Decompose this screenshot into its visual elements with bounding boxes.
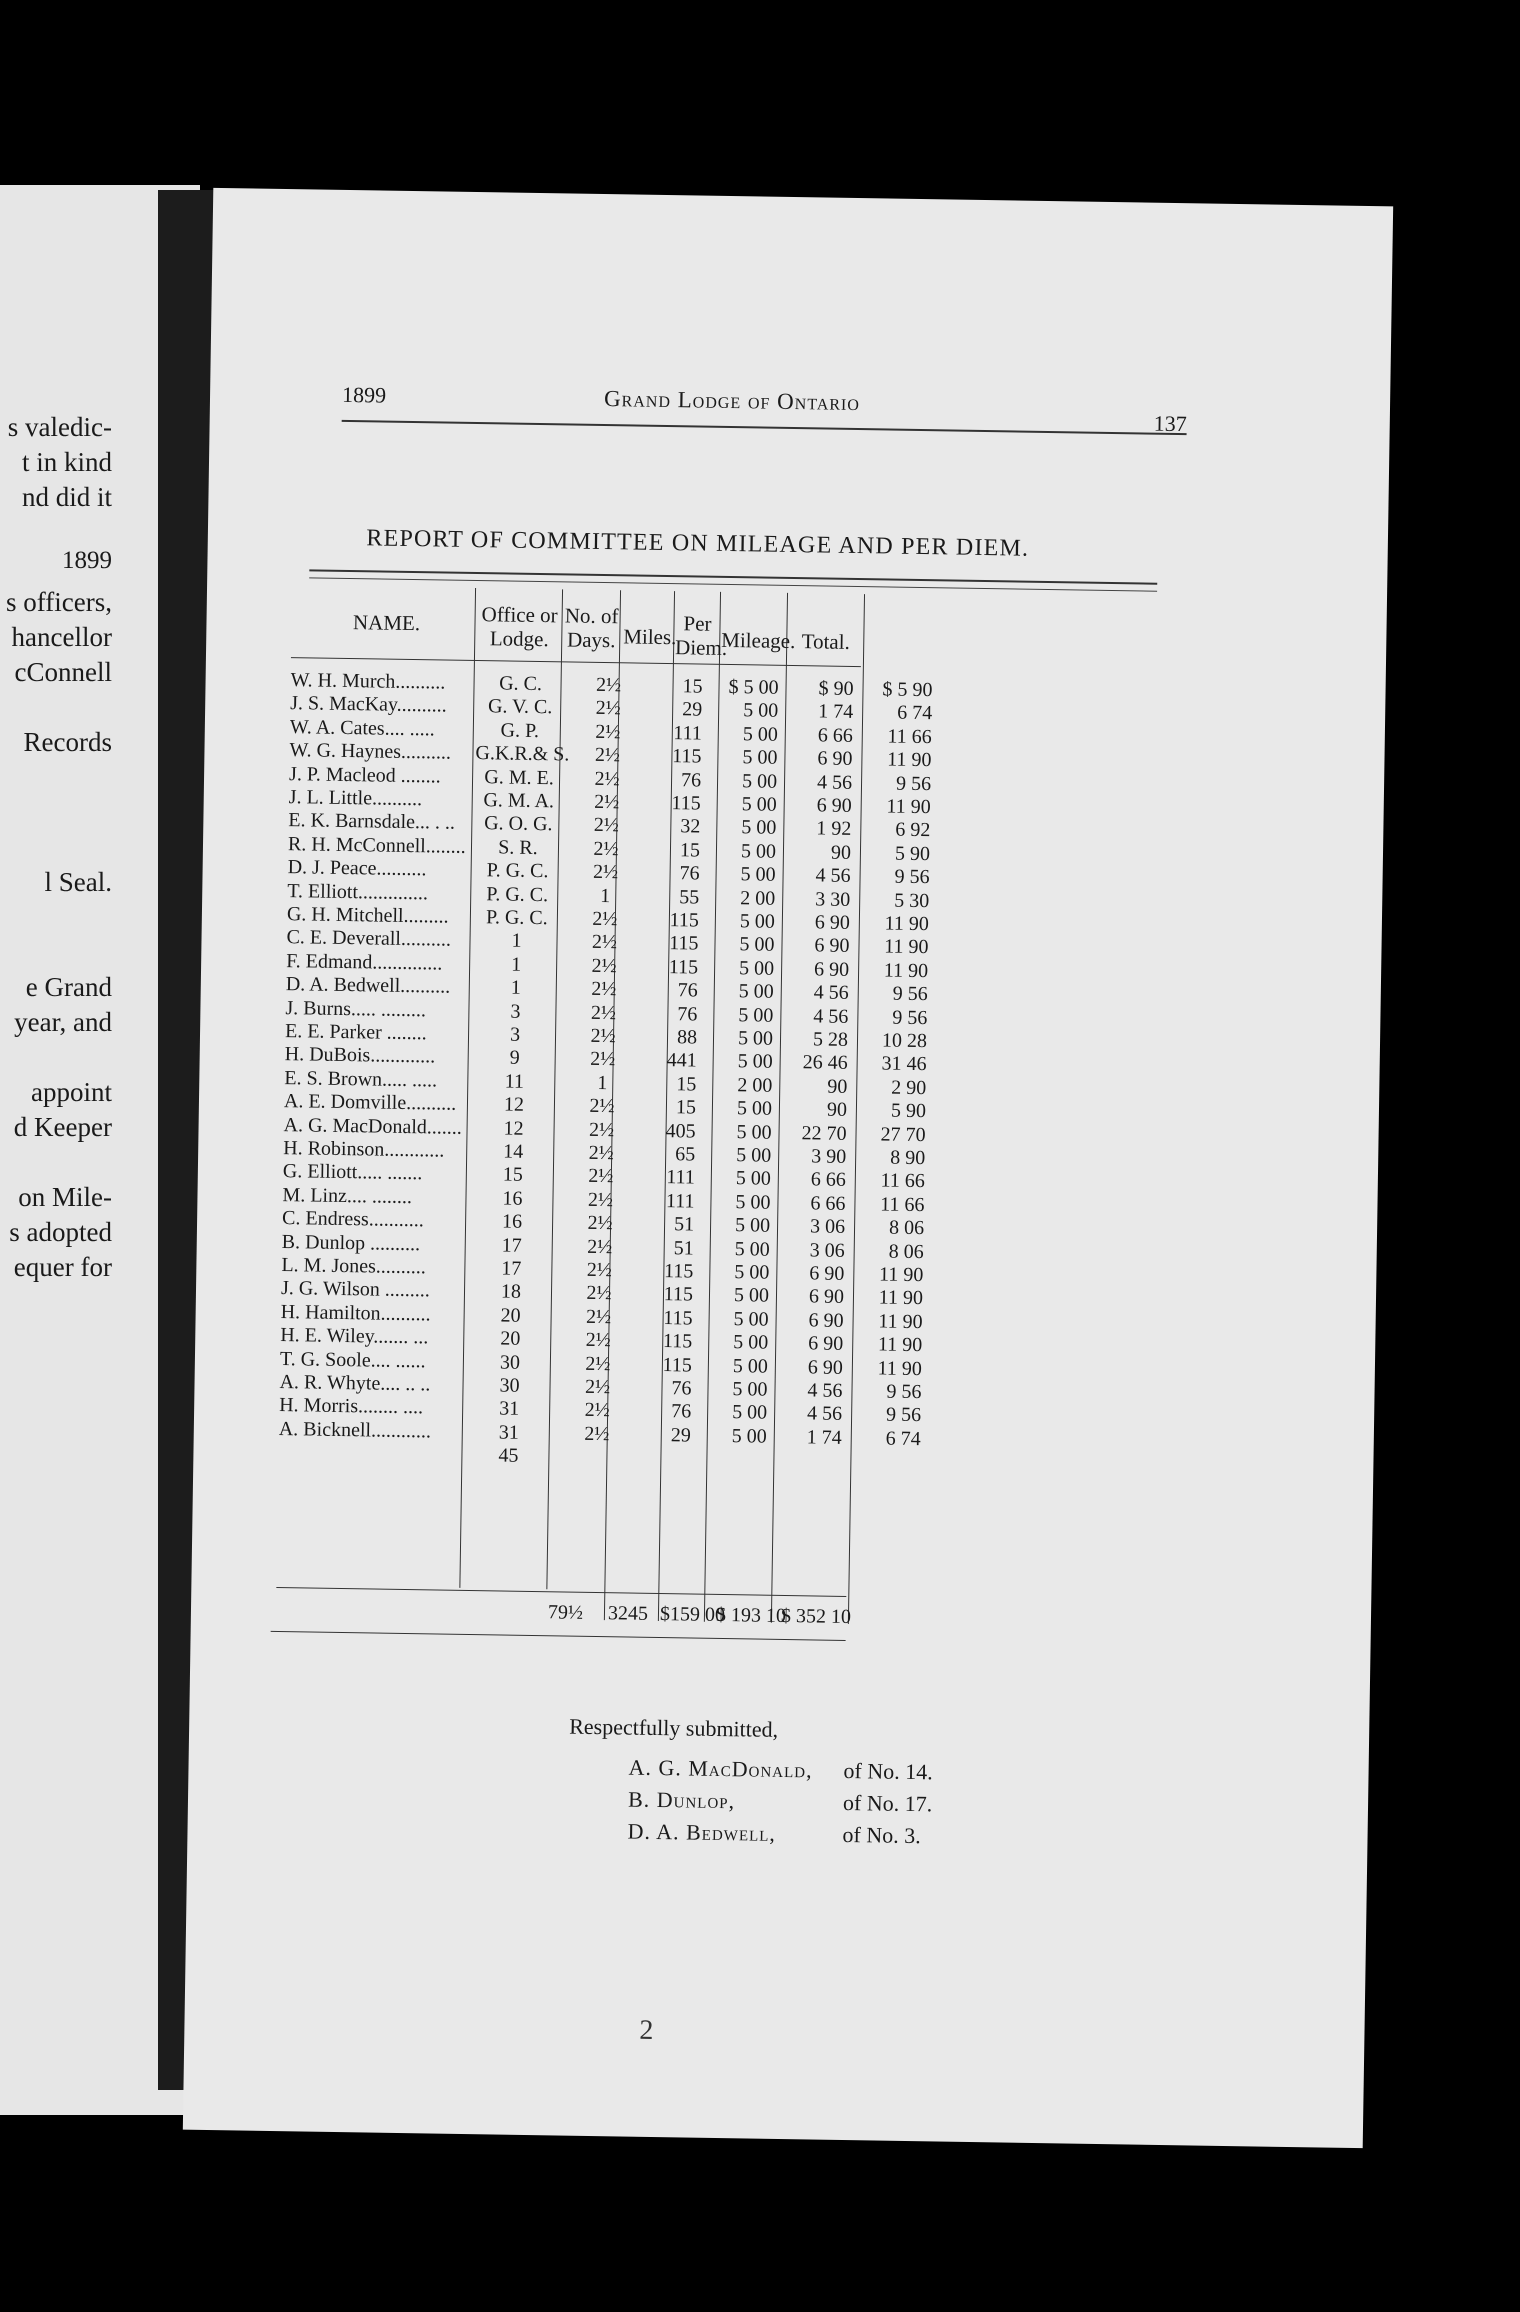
previous-page-line: hancellor	[11, 622, 112, 652]
row-miles: 29	[682, 698, 703, 721]
row-office: 31	[499, 1397, 520, 1421]
col-header-per-diem: Per Diem.	[674, 611, 728, 660]
signature-lodge: of No. 3.	[842, 1821, 921, 1849]
row-days: 2½	[590, 1048, 616, 1071]
row-miles: 15	[679, 839, 701, 862]
row-name: A. R. Whyte.... .. ..	[279, 1371, 431, 1396]
title-rule	[309, 569, 1157, 584]
row-per-diem: 5 00	[738, 957, 775, 980]
previous-page-line: s officers,	[6, 587, 112, 617]
row-per-diem: 2 00	[737, 1073, 773, 1097]
row-per-diem: 5 00	[743, 699, 779, 723]
row-name: A. G. MacDonald.......	[283, 1113, 463, 1139]
row-miles: 65	[675, 1143, 696, 1166]
row-name: J. G. Wilson .........	[280, 1277, 431, 1302]
row-name: H. Hamilton..........	[280, 1300, 431, 1326]
row-name: B. Dunlop ..........	[281, 1230, 421, 1255]
row-per-diem: $ 5 00	[728, 676, 779, 699]
row-days: 2½	[594, 767, 620, 790]
row-days: 2½	[585, 1352, 611, 1375]
row-name: T. Elliott..............	[287, 879, 429, 904]
row-name: W. H. Murch..........	[290, 669, 446, 694]
row-days: 2½	[588, 1118, 615, 1141]
row-days: 2½	[590, 1024, 616, 1048]
row-name: M. Linz.... ........	[282, 1183, 413, 1208]
row-days: 1	[597, 1071, 608, 1094]
row-miles: 115	[668, 955, 699, 979]
row-total: 11 90	[877, 1333, 923, 1357]
row-miles: 111	[673, 721, 702, 745]
row-total: 11 90	[877, 1357, 923, 1380]
row-per-diem: 5 00	[731, 1401, 768, 1425]
row-total: 10 28	[881, 1029, 928, 1053]
row-office: P. G. C.	[485, 906, 548, 930]
row-mileage: 90	[826, 1098, 848, 1122]
row-office: 3	[510, 1000, 521, 1023]
row-per-diem: 5 00	[733, 1331, 769, 1354]
row-mileage: 1 92	[816, 817, 852, 841]
row-total: 8 06	[888, 1240, 924, 1263]
row-total: 6 74	[896, 702, 933, 725]
row-miles: 115	[672, 745, 702, 768]
signature-lodge: of No. 17.	[842, 1789, 933, 1817]
row-days: 2½	[593, 837, 619, 861]
row-days: 2½	[594, 790, 620, 814]
row-mileage: 5 28	[812, 1028, 849, 1051]
row-per-diem: 5 00	[733, 1307, 769, 1331]
row-mileage: 3 30	[815, 887, 851, 911]
row-miles: 51	[673, 1213, 695, 1236]
row-office: G. P.	[500, 719, 540, 742]
row-mileage: 4 56	[806, 1402, 843, 1426]
row-office: G. V. C.	[487, 695, 553, 719]
row-days: 2½	[589, 1095, 615, 1118]
row-total: 5 90	[890, 1099, 927, 1123]
row-name: H. DuBois.............	[284, 1043, 436, 1068]
row-office: 30	[499, 1374, 520, 1397]
row-miles: 115	[662, 1353, 693, 1377]
row-days: 2½	[594, 744, 621, 767]
row-total: 11 66	[887, 725, 932, 749]
row-total: 11 66	[880, 1169, 925, 1193]
bottom-rule	[271, 1631, 846, 1641]
row-office: 1	[510, 953, 522, 976]
row-mileage: $ 90	[818, 677, 854, 700]
row-per-diem: 5 00	[734, 1261, 770, 1284]
row-miles: 76	[671, 1377, 692, 1400]
row-name: E. K. Barnsdale... . ..	[288, 809, 456, 835]
row-total: 2 90	[891, 1076, 927, 1099]
row-miles: 88	[676, 1026, 698, 1049]
row-office: 16	[501, 1210, 523, 1234]
row-days: 2½	[587, 1212, 613, 1235]
header-year: 1899	[341, 381, 387, 408]
row-office: 17	[501, 1234, 522, 1257]
row-name: T. G. Soole.... ......	[279, 1347, 426, 1372]
previous-page-line: s adopted	[9, 1217, 112, 1247]
row-name: D. J. Peace..........	[287, 856, 427, 881]
row-miles: 115	[669, 932, 699, 955]
row-miles: 76	[670, 1400, 692, 1423]
row-miles: 115	[662, 1330, 693, 1353]
signature-name: D. A. Bedwell,	[627, 1818, 777, 1846]
row-miles: 405	[665, 1119, 696, 1143]
row-miles: 76	[680, 768, 702, 792]
row-mileage: 90	[830, 841, 852, 864]
mileage-table	[276, 585, 1152, 1629]
row-days: 2½	[591, 978, 617, 1001]
row-total: 11 66	[880, 1193, 925, 1216]
row-office: G. C.	[498, 672, 543, 696]
row-name: J. L. Little..........	[288, 786, 423, 811]
row-miles: 76	[677, 979, 698, 1002]
row-mileage: 6 90	[809, 1262, 845, 1285]
col-header-mileage: Mileage.	[721, 627, 796, 654]
row-per-diem: 5 00	[739, 933, 775, 957]
previous-page-line: equer for	[13, 1252, 112, 1282]
row-mileage: 6 90	[808, 1285, 845, 1309]
row-mileage: 6 90	[817, 747, 853, 771]
row-mileage: 6 90	[816, 794, 852, 817]
row-total: 6 92	[895, 819, 931, 842]
signature-3	[627, 1818, 921, 1849]
row-per-diem: 5 00	[736, 1097, 773, 1120]
row-days: 2½	[584, 1422, 610, 1446]
row-office: G. O. G.	[484, 812, 553, 836]
row-office: 31	[498, 1421, 519, 1444]
signature-1	[628, 1754, 933, 1785]
row-total: 5 30	[894, 889, 930, 912]
row-name: W. G. Haynes..........	[289, 739, 452, 764]
row-per-diem: 5 00	[733, 1284, 770, 1308]
row-mileage: 26 46	[802, 1051, 848, 1075]
row-office: 45	[498, 1444, 519, 1467]
total-days: 79½	[547, 1601, 584, 1624]
previous-page-line: on Mile-	[18, 1182, 112, 1212]
report-title: REPORT OF COMMITTEE ON MILEAGE AND PER DIEM.	[366, 525, 1030, 562]
row-miles: 15	[675, 1096, 697, 1119]
row-name: W. A. Cates.... .....	[289, 715, 435, 741]
row-office: P. G. C.	[486, 859, 549, 883]
previous-page-year: 1899	[62, 547, 112, 574]
previous-page-line: s valedic-	[7, 412, 112, 442]
row-per-diem: 5 00	[736, 1120, 772, 1144]
signature-name: B. Dunlop,	[627, 1786, 736, 1814]
row-office: S. R.	[498, 836, 538, 859]
row-per-diem: 5 00	[735, 1167, 771, 1191]
row-name: D. A. Bedwell..........	[285, 973, 451, 998]
row-mileage	[774, 1449, 842, 1450]
col-header-total: Total.	[801, 629, 851, 654]
row-days: 2½	[591, 954, 617, 978]
row-days: 2½	[585, 1329, 611, 1352]
row-name: A. E. Domville..........	[283, 1090, 457, 1115]
row-mileage: 6 90	[808, 1332, 844, 1356]
row-name: G. H. Mitchell.........	[286, 903, 449, 928]
row-miles: 15	[676, 1073, 697, 1096]
row-total: 9 56	[892, 1006, 928, 1029]
row-office: 17	[501, 1257, 522, 1280]
row-name: E. E. Parker ........	[284, 1020, 427, 1045]
row-mileage: 1 74	[806, 1426, 842, 1449]
row-name: H. E. Wiley....... ...	[280, 1324, 429, 1349]
row-mileage: 4 56	[815, 864, 851, 888]
row-name: R. H. McConnell........	[287, 832, 466, 858]
row-per-diem: 5 00	[731, 1424, 767, 1448]
row-mileage: 6 90	[808, 1309, 844, 1332]
row-total: 11 90	[886, 795, 931, 819]
row-mileage: 4 56	[816, 771, 853, 794]
row-office: 3	[509, 1023, 521, 1046]
row-per-diem: 5 00	[741, 793, 777, 816]
page-137	[183, 188, 1393, 2148]
row-total: 11 90	[886, 748, 932, 772]
row-name: H. Robinson............	[283, 1137, 445, 1162]
row-per-diem: 5 00	[738, 1003, 774, 1027]
row-miles: 115	[671, 792, 701, 815]
row-office: 12	[503, 1117, 524, 1140]
row-miles: 115	[663, 1283, 694, 1306]
row-mileage: 4 56	[813, 981, 849, 1005]
row-days	[567, 1446, 627, 1447]
row-per-diem: 5 00	[738, 980, 774, 1003]
previous-page-line: year, and	[14, 1007, 112, 1037]
row-total: 11 90	[878, 1286, 924, 1310]
row-total: 9 56	[885, 1403, 922, 1427]
row-miles: 111	[665, 1189, 695, 1213]
row-days: 2½	[595, 720, 621, 744]
row-office: 1	[510, 976, 521, 999]
row-miles: 115	[663, 1306, 693, 1330]
row-per-diem: 5 00	[739, 910, 776, 933]
previous-page-line: e Grand	[25, 972, 112, 1002]
row-days: 1	[600, 884, 611, 907]
row-office: 14	[503, 1140, 524, 1163]
row-office: 15	[502, 1163, 524, 1187]
row-days: 2½	[587, 1188, 614, 1212]
row-name: G. Elliott..... .......	[282, 1160, 423, 1185]
row-name: A. Bicknell............	[278, 1417, 432, 1443]
row-mileage: 3 06	[809, 1215, 846, 1239]
row-total: 6 74	[885, 1427, 921, 1450]
row-mileage: 6 66	[810, 1192, 846, 1215]
row-total: 11 90	[884, 935, 929, 959]
row-total: 8 90	[890, 1146, 926, 1170]
row-per-diem: 5 00	[740, 863, 776, 886]
row-per-diem: 5 00	[734, 1237, 770, 1261]
row-mileage: 3 06	[809, 1238, 845, 1262]
row-per-diem: 5 00	[734, 1214, 771, 1237]
row-office: 20	[500, 1304, 521, 1327]
row-mileage: 6 66	[817, 724, 853, 747]
row-days: 2½	[593, 814, 620, 837]
row-mileage: 4 56	[807, 1379, 843, 1402]
row-name: F. Edmand..............	[286, 949, 443, 975]
row-mileage: 6 90	[807, 1355, 844, 1379]
row-office: 9	[509, 1047, 520, 1070]
grand-total: $ 352 10	[780, 1604, 852, 1629]
running-head	[342, 380, 1188, 435]
totals-rule	[276, 1587, 846, 1597]
row-miles: 51	[673, 1236, 694, 1260]
col-header-name: NAME.	[352, 610, 421, 636]
row-miles: 55	[679, 885, 700, 909]
row-mileage: 6 90	[814, 934, 850, 958]
row-mileage: 3 90	[811, 1145, 847, 1168]
row-office: 11	[504, 1070, 525, 1093]
row-miles: 115	[669, 909, 700, 932]
row-days: 2½	[588, 1165, 614, 1188]
row-miles: 32	[680, 815, 701, 838]
col-header-days: No. of Days.	[564, 603, 619, 653]
row-per-diem: 5 00	[741, 816, 777, 840]
row-mileage: 6 90	[814, 911, 851, 934]
row-days: 2½	[584, 1399, 610, 1422]
col-header-office: Office or Lodge.	[481, 602, 558, 652]
row-name: J. Burns..... .........	[285, 996, 427, 1021]
previous-page-line: d Keeper	[13, 1112, 112, 1142]
row-mileage: 6 90	[813, 958, 850, 981]
row-office: P. G. C.	[486, 882, 549, 906]
previous-page-line: Records	[23, 727, 112, 757]
row-office: 20	[500, 1327, 521, 1351]
page-number: 137	[1153, 410, 1187, 437]
previous-page-line: appoint	[31, 1077, 112, 1107]
row-mileage: 1 74	[817, 700, 854, 724]
row-total	[849, 1450, 921, 1451]
row-total: 11 90	[883, 959, 929, 982]
previous-page-line: nd did it	[21, 482, 112, 512]
total-miles: 3245	[607, 1602, 649, 1625]
row-name: H. Morris........ ....	[279, 1394, 424, 1419]
row-name: C. Endress...........	[281, 1207, 424, 1232]
signature-lodge: of No. 14.	[843, 1757, 933, 1785]
row-name: L. M. Jones..........	[281, 1254, 427, 1279]
row-per-diem	[699, 1448, 767, 1449]
row-per-diem: 5 00	[742, 746, 778, 769]
row-total: 9 56	[894, 865, 930, 889]
row-total: 11 90	[884, 912, 930, 936]
previous-page-line: cConnell	[14, 657, 112, 687]
signoff-intro: Respectfully submitted,	[569, 1713, 779, 1742]
row-total: 27 70	[880, 1123, 926, 1146]
row-per-diem: 5 00	[736, 1144, 772, 1167]
row-days: 2½	[595, 697, 621, 720]
row-name: J. P. Macleod ........	[288, 762, 441, 788]
row-total: 8 06	[888, 1216, 925, 1240]
row-office: G. M. A.	[483, 789, 555, 813]
row-per-diem: 5 00	[742, 723, 778, 746]
row-miles: 76	[677, 1002, 698, 1026]
signature-2	[627, 1786, 933, 1817]
row-name: E. S. Brown..... .....	[284, 1066, 438, 1092]
row-office: 30	[499, 1351, 521, 1374]
row-per-diem: 5 00	[737, 1050, 773, 1074]
row-days: 2½	[591, 931, 618, 954]
row-miles: 441	[666, 1049, 697, 1072]
row-per-diem: 2 00	[740, 886, 776, 910]
row-per-diem: 5 00	[732, 1354, 769, 1378]
row-miles: 29	[670, 1423, 691, 1447]
row-days: 2½	[586, 1282, 612, 1305]
previous-page-line: l Seal.	[44, 867, 112, 897]
row-per-diem: 5 00	[732, 1378, 768, 1401]
row-office: 1	[511, 930, 522, 953]
row-office: 18	[500, 1280, 522, 1304]
row-days: 2½	[585, 1305, 612, 1329]
row-days: 2½	[595, 673, 622, 697]
row-per-diem: 5 00	[740, 840, 777, 863]
row-days: 2½	[590, 1001, 617, 1024]
row-per-diem: 5 00	[735, 1190, 771, 1214]
row-days: 2½	[587, 1235, 613, 1258]
row-days: 2½	[588, 1141, 614, 1165]
row-miles: 111	[666, 1166, 696, 1189]
pencil-mark: 2	[639, 2014, 654, 2046]
row-office: G. M. E.	[484, 765, 554, 789]
row-per-diem: 5 00	[741, 769, 778, 793]
total-mileage: $ 193 10	[715, 1603, 787, 1628]
row-total: 31 46	[881, 1052, 927, 1076]
row-days: 2½	[584, 1375, 611, 1399]
row-miles: 115	[663, 1260, 694, 1283]
signature-name: A. G. MacDonald,	[628, 1754, 813, 1783]
row-days: 2½	[592, 907, 618, 931]
total-per-diem: $159 00	[659, 1603, 726, 1627]
row-total: $ 5 90	[882, 678, 933, 702]
row-total: 11 90	[878, 1263, 924, 1287]
row-total: 9 56	[895, 772, 932, 795]
row-mileage: 4 56	[813, 1004, 849, 1028]
row-miles: 15	[682, 675, 703, 698]
row-mileage: 22 70	[801, 1121, 847, 1145]
row-name: C. E. Deverall..........	[286, 926, 452, 952]
col-header-miles: Miles.	[623, 624, 677, 650]
row-name: J. S. MacKay..........	[290, 692, 447, 717]
row-days: 2½	[586, 1258, 613, 1282]
row-days: 2½	[592, 861, 619, 884]
row-total: 9 56	[886, 1380, 922, 1404]
row-total: 11 90	[878, 1310, 923, 1333]
header-rule	[291, 657, 861, 667]
row-miles	[631, 1447, 691, 1448]
row-total: 5 90	[894, 842, 931, 865]
row-office: 16	[502, 1187, 523, 1210]
row-per-diem: 5 00	[737, 1027, 774, 1050]
row-miles: 76	[679, 862, 700, 885]
row-total: 9 56	[892, 982, 928, 1006]
row-office: G.K.R.& S.	[475, 742, 570, 766]
previous-page-line: t in kind	[21, 447, 112, 477]
row-office: 12	[503, 1093, 525, 1117]
row-mileage: 90	[827, 1075, 848, 1098]
header-title: Grand Lodge of Ontario	[603, 386, 861, 416]
row-mileage: 6 66	[810, 1168, 846, 1192]
